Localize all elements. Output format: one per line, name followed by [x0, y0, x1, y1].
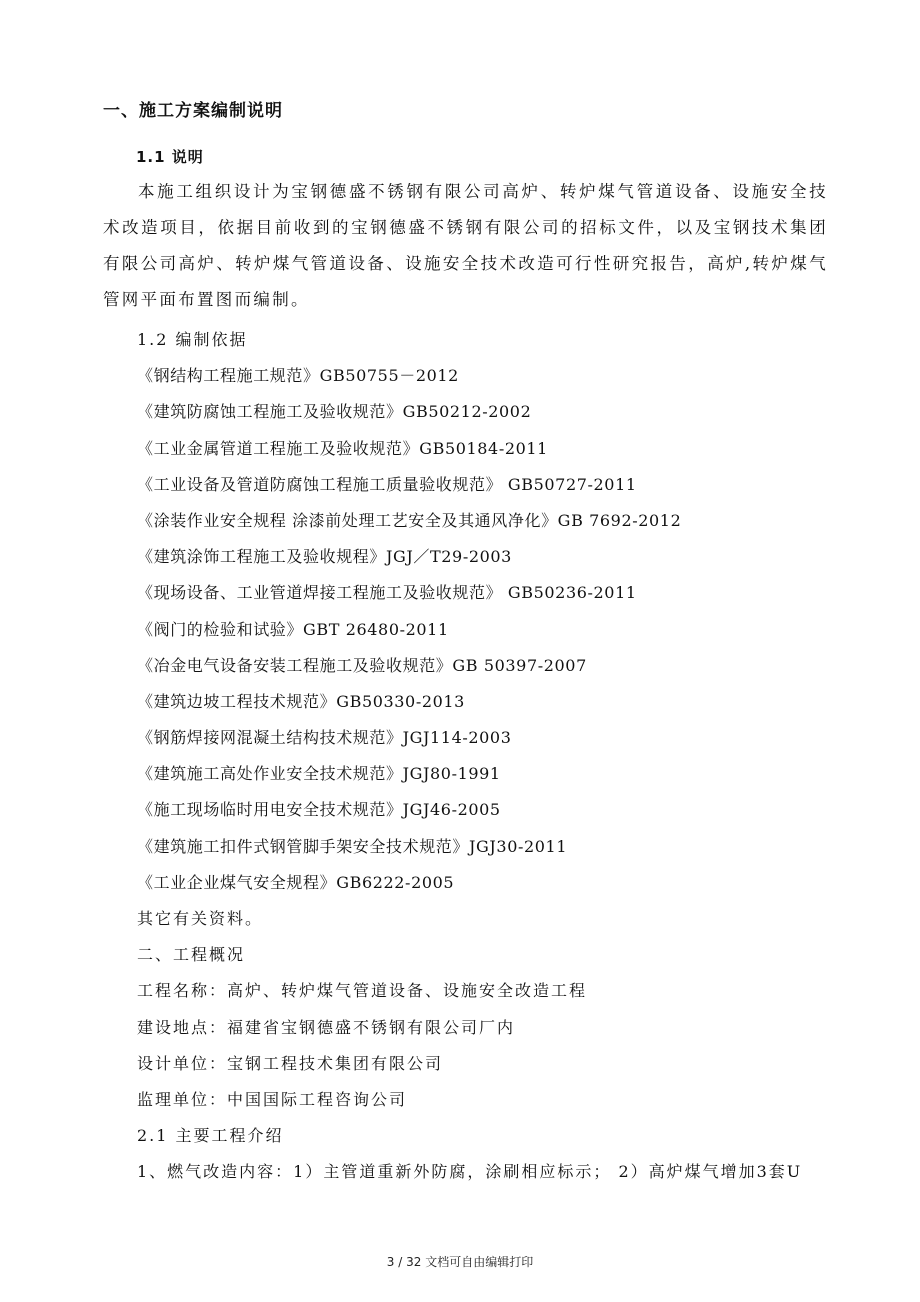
content-lines [137, 322, 802, 1191]
reference-item: 《建筑边坡工程技术规范》GB50330-2013 [137, 691, 465, 711]
reference-item: 《冶金电气设备安装工程施工及验收规范》GB 50397-2007 [137, 655, 587, 675]
reference-item: 《阀门的检验和试验》GBT 26480-2011 [137, 619, 449, 639]
reference-item: 《钢结构工程施工规范》GB50755－2012 [137, 366, 459, 386]
page-footer: 3 / 32 文档可自由编辑打印 [386, 1255, 534, 1269]
subsection-1-1-title: 1.1 说明 [136, 148, 204, 166]
reference-item: 《建筑防腐蚀工程施工及验收规范》GB50212-2002 [137, 402, 532, 422]
reference-item: 《钢筋焊接网混凝土结构技术规范》JGJ114-2003 [137, 728, 512, 748]
designer-line: 设计单位：宝钢工程技术集团有限公司 [137, 1053, 444, 1073]
section-2-title: 二、工程概况 [137, 945, 246, 965]
reference-item: 《建筑涂饰工程施工及验收规程》JGJ／T29-2003 [137, 547, 512, 567]
reference-item: 《建筑施工扣件式钢管脚手架安全技术规范》JGJ30-2011 [137, 836, 568, 856]
other-materials-line: 其它有关资料。 [137, 909, 264, 928]
gas-retrofit-item: 1、燃气改造内容：1）主管道重新外防腐，涂刷相应标示； 2）高炉煤气增加3套U [137, 1162, 803, 1182]
reference-item: 《现场设备、工业管道焊接工程施工及验收规范》 GB50236-2011 [137, 583, 637, 603]
supervisor-line: 监理单位：中国国际工程咨询公司 [137, 1089, 408, 1109]
reference-item: 《施工现场临时用电安全技术规范》JGJ46-2005 [137, 800, 501, 820]
reference-item: 《建筑施工高处作业安全技术规范》JGJ80-1991 [137, 764, 501, 784]
project-name-line: 工程名称：高炉、转炉煤气管道设备、设施安全改造工程 [137, 981, 588, 1001]
reference-item: 《工业金属管道工程施工及验收规范》GB50184-2011 [137, 438, 548, 458]
subsection-1-2-title: 1.2 编制依据 [137, 330, 248, 349]
subsection-2-1-title: 2.1 主要工程介绍 [137, 1126, 284, 1146]
section-1-title: 一、施工方案编制说明 [103, 101, 283, 121]
reference-item: 《工业设备及管道防腐蚀工程施工质量验收规范》 GB50727-2011 [137, 474, 637, 494]
reference-item: 《工业企业煤气安全规程》GB6222-2005 [137, 872, 455, 892]
location-line: 建设地点：福建省宝钢德盛不锈钢有限公司厂内 [137, 1017, 516, 1037]
reference-item: 《涂装作业安全规程 涂漆前处理工艺安全及其通风净化》GB 7692-2012 [137, 510, 682, 530]
description-paragraph: 本施工组织设计为宝钢德盛不锈钢有限公司高炉、转炉煤气管道设备、设施安全技术改造项目，依据目前收到的宝钢德盛不锈钢有限公司的招标文件，以及宝钢技术集团有限公司高炉、转炉煤气管道设备、设施安全技术改造可行性研究报告，高炉,转炉煤气管网平面布置图而编制。 [103, 182, 828, 309]
